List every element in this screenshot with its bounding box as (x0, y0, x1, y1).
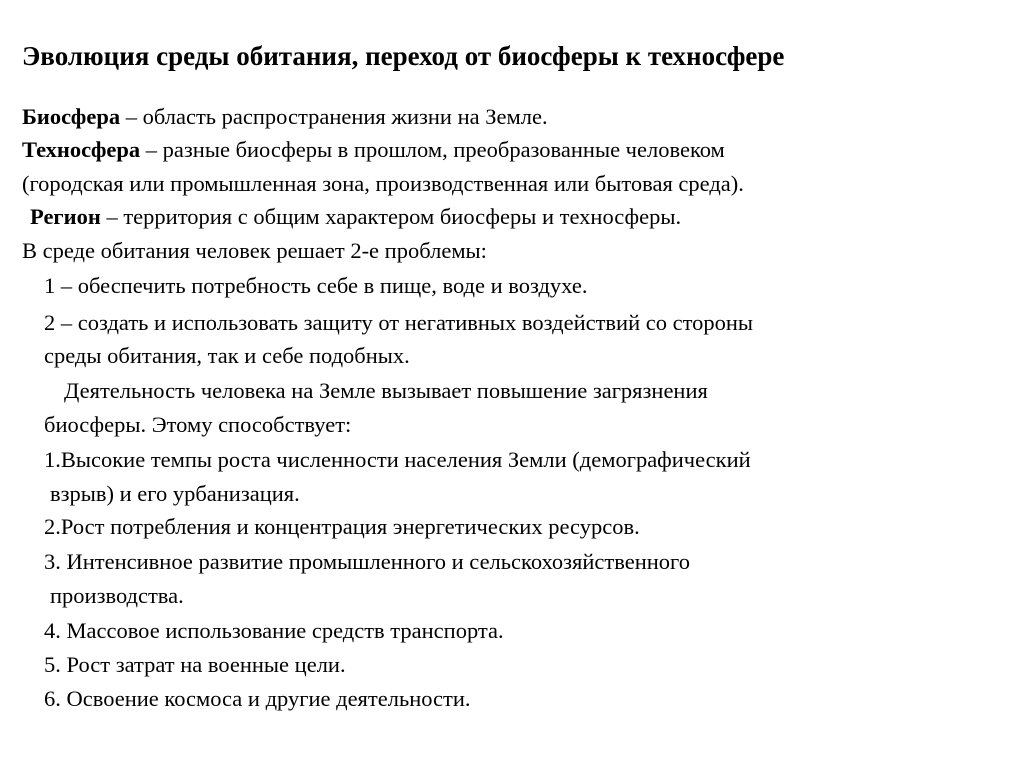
factor-4: 4. Массовое использование средств транспорта. (44, 618, 504, 643)
activity-line-1: Деятельность человека на Земле вызывает повышение загрязнения (64, 378, 708, 403)
technosphere-definition-continued: (городская или промышленная зона, производственная или бытовая среда). (22, 171, 744, 196)
slide-title: Эволюция среды обитания, переход от биосферы к техносфере (22, 41, 785, 71)
factor-3-line-2: производства. (50, 583, 184, 608)
region-text: – территория с общим характером биосферы и техносферы. (100, 204, 682, 229)
factor-1-line-2: взрыв) и его урбанизация. (50, 481, 300, 506)
factor-1-line-1: 1.Высокие темпы роста численности населения Земли (демографический (44, 447, 751, 472)
factor-6: 6. Освоение космоса и другие деятельности. (44, 686, 471, 711)
technosphere-term: Техносфера (22, 137, 141, 162)
factor-5: 5. Рост затрат на военные цели. (44, 652, 346, 677)
biosphere-definition (22, 101, 548, 133)
region-definition (30, 201, 681, 233)
region-term: Регион (30, 204, 101, 229)
factor-3-line-1: 3. Интенсивное развитие промышленного и сельскохозяйственного (44, 549, 690, 574)
biosphere-text: – область распространения жизни на Земле. (120, 104, 548, 129)
technosphere-text: – разные биосферы в прошлом, преобразованные человеком (140, 137, 725, 162)
factor-2: 2.Рост потребления и концентрация энергетических ресурсов. (44, 514, 640, 539)
activity-line-2: биосферы. Этому способствует: (44, 412, 352, 437)
problem-2-line-2: среды обитания, так и себе подобных. (44, 343, 410, 368)
problems-intro: В среде обитания человек решает 2-е проблемы: (22, 238, 487, 263)
technosphere-definition (22, 134, 725, 166)
problem-2-line-1: 2 – создать и использовать защиту от негативных воздействий со стороны (44, 310, 754, 335)
problem-1: 1 – обеспечить потребность себе в пище, воде и воздухе. (44, 273, 588, 298)
biosphere-term: Биосфера (22, 104, 121, 129)
